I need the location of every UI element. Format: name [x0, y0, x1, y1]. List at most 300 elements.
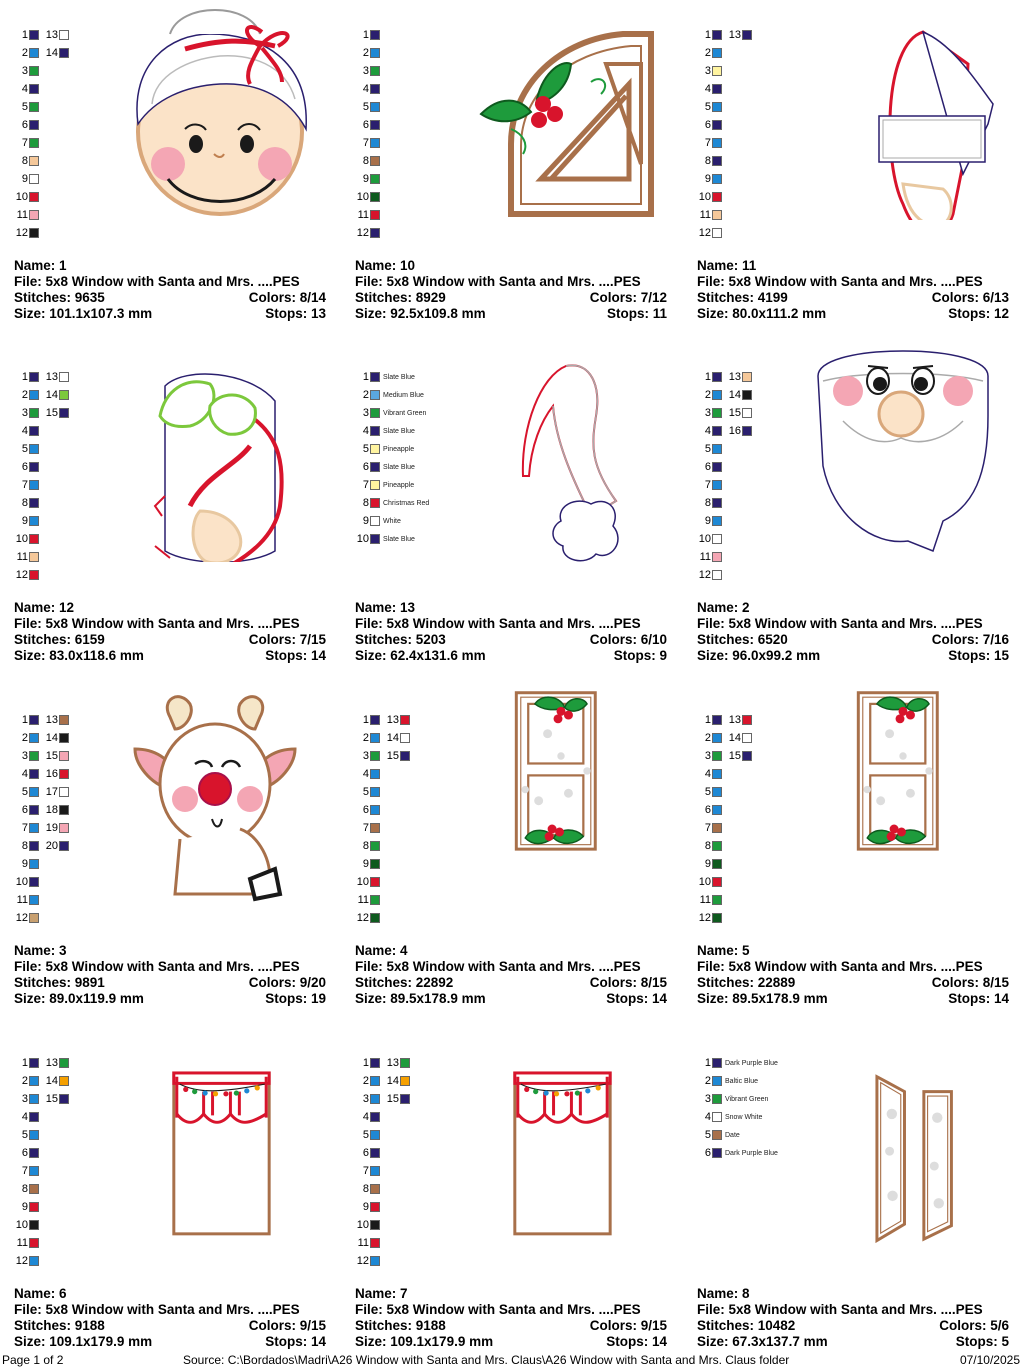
color-swatch-row — [349, 82, 380, 96]
color-chip — [29, 210, 39, 220]
color-chip — [29, 174, 39, 184]
color-swatch-row — [8, 857, 39, 871]
color-chip — [59, 1094, 69, 1104]
santa-hat-tall-preview — [451, 346, 671, 562]
color-number: 5 — [704, 786, 711, 798]
color-swatch-row — [8, 532, 39, 546]
color-swatch-row — [44, 1074, 69, 1088]
color-number: 11 — [357, 1237, 369, 1249]
color-swatch-row — [349, 821, 380, 835]
design-file: File: 5x8 Window with Santa and Mrs. ....PES — [14, 616, 300, 631]
color-swatch-row — [349, 1074, 380, 1088]
color-number: 2 — [704, 47, 711, 59]
color-swatch-row — [8, 821, 39, 835]
color-chip — [370, 859, 380, 869]
color-chip — [742, 751, 752, 761]
color-chip — [29, 823, 39, 833]
color-number: 2 — [21, 732, 28, 744]
color-name: Dark Purple Blue — [725, 1149, 778, 1157]
color-swatch-row — [349, 496, 429, 510]
color-chip — [370, 1184, 380, 1194]
color-number: 8 — [362, 840, 369, 852]
color-swatch-row — [349, 1110, 380, 1124]
color-number: 10 — [15, 1219, 28, 1231]
color-chip — [370, 841, 380, 851]
design-size: Size: 89.0x119.9 mm — [14, 991, 144, 1006]
color-number: 5 — [21, 443, 28, 455]
color-number: 1 — [362, 29, 369, 41]
color-number: 2 — [21, 389, 28, 401]
design-colors: Colors: 8/15 — [931, 975, 1009, 990]
design-stitches: Stitches: 5203 — [355, 632, 446, 647]
color-number: 14 — [45, 47, 58, 59]
color-number: 4 — [21, 1111, 28, 1123]
color-chip — [712, 156, 722, 166]
color-swatch-row — [8, 839, 39, 853]
color-name: Pineapple — [383, 481, 415, 489]
design-stitches: Stitches: 9891 — [14, 975, 105, 990]
color-swatch-row — [44, 46, 69, 60]
color-number: 13 — [386, 1057, 399, 1069]
color-swatch-row — [691, 785, 722, 799]
color-number: 6 — [704, 804, 711, 816]
color-number: 9 — [21, 858, 28, 870]
color-swatch-row — [8, 785, 39, 799]
color-number: 15 — [728, 407, 741, 419]
color-swatch-row — [349, 370, 415, 384]
color-chip — [712, 390, 722, 400]
color-swatch-row — [8, 1056, 39, 1070]
color-chip — [370, 372, 380, 382]
color-chip — [59, 390, 69, 400]
color-number: 1 — [21, 1057, 28, 1069]
color-number: 2 — [21, 47, 28, 59]
color-number: 6 — [362, 461, 369, 473]
design-colors: Colors: 5/6 — [939, 1318, 1009, 1333]
design-file: File: 5x8 Window with Santa and Mrs. ....PES — [355, 274, 641, 289]
color-number: 5 — [362, 101, 369, 113]
color-swatch-row — [691, 82, 722, 96]
color-swatch-row — [727, 370, 752, 384]
color-name: Baltic Blue — [725, 1077, 759, 1085]
design-colors: Colors: 9/20 — [248, 975, 326, 990]
design-file: File: 5x8 Window with Santa and Mrs. ....PES — [355, 616, 641, 631]
color-number: 8 — [362, 497, 369, 509]
color-chip — [712, 715, 722, 725]
color-swatch-row — [8, 1200, 39, 1214]
color-chip — [29, 1148, 39, 1158]
design-name: Name: 6 — [14, 1286, 67, 1301]
color-number: 13 — [728, 371, 741, 383]
design-name: Name: 4 — [355, 943, 408, 958]
color-swatch-row — [8, 172, 39, 186]
design-name: Name: 12 — [14, 600, 75, 615]
color-swatch-row — [349, 1236, 380, 1250]
page-number: Page 1 of 2 — [2, 1353, 64, 1367]
design-file: File: 5x8 Window with Santa and Mrs. ....PES — [697, 959, 983, 974]
color-chip — [29, 48, 39, 58]
window-holly-preview — [451, 689, 671, 905]
design-stops: Stops: 19 — [265, 991, 326, 1006]
color-chip — [29, 534, 39, 544]
color-swatch-row — [691, 64, 722, 78]
color-number: 11 — [357, 209, 369, 221]
design-size: Size: 83.0x118.6 mm — [14, 648, 144, 663]
color-chip — [29, 1058, 39, 1068]
design-stops: Stops: 9 — [613, 648, 667, 663]
color-number: 12 — [698, 569, 711, 581]
color-swatch-row — [44, 767, 69, 781]
color-swatch-row — [349, 1164, 380, 1178]
color-swatch-row — [44, 839, 69, 853]
color-number: 7 — [704, 822, 711, 834]
color-number: 4 — [362, 768, 369, 780]
color-chip — [712, 895, 722, 905]
color-number: 7 — [704, 137, 711, 149]
design-stops: Stops: 12 — [948, 306, 1009, 321]
color-chip — [712, 1148, 722, 1158]
color-chip — [742, 30, 752, 40]
color-number: 14 — [45, 732, 58, 744]
design-file: File: 5x8 Window with Santa and Mrs. ....PES — [14, 959, 300, 974]
color-number: 10 — [15, 191, 28, 203]
color-chip — [59, 841, 69, 851]
design-name: Name: 2 — [697, 600, 750, 615]
color-swatch-row — [349, 64, 380, 78]
color-number: 13 — [728, 29, 741, 41]
design-stops: Stops: 14 — [265, 648, 326, 663]
color-swatch-row — [691, 190, 722, 204]
color-chip — [370, 1256, 380, 1266]
design-info — [697, 943, 1009, 1007]
color-chip — [29, 895, 39, 905]
color-number: 1 — [704, 29, 711, 41]
color-name: White — [383, 517, 401, 525]
color-swatch-row — [8, 28, 39, 42]
color-swatch-row — [8, 118, 39, 132]
design-card — [0, 1028, 341, 1370]
color-swatch-row — [691, 172, 722, 186]
color-number: 12 — [356, 227, 369, 239]
color-chip — [712, 408, 722, 418]
color-swatch-row — [349, 731, 380, 745]
design-stops: Stops: 5 — [955, 1334, 1009, 1349]
color-number: 10 — [698, 876, 711, 888]
color-swatch-row — [44, 1056, 69, 1070]
design-card — [0, 342, 341, 684]
color-number: 3 — [362, 407, 369, 419]
color-chip — [370, 390, 380, 400]
color-chip — [712, 138, 722, 148]
color-swatch-row — [349, 803, 380, 817]
color-chip — [29, 516, 39, 526]
color-chip — [370, 715, 380, 725]
color-swatch-row — [691, 442, 722, 456]
color-number: 8 — [21, 155, 28, 167]
color-swatch-row — [349, 154, 380, 168]
color-chip — [370, 534, 380, 544]
color-number: 7 — [21, 822, 28, 834]
color-swatch-row — [727, 749, 752, 763]
color-swatch-row — [8, 388, 39, 402]
color-chip — [370, 1094, 380, 1104]
color-number: 4 — [704, 768, 711, 780]
color-number: 3 — [362, 750, 369, 762]
color-number: 2 — [704, 1075, 711, 1087]
color-chip — [400, 751, 410, 761]
color-chip — [370, 480, 380, 490]
design-card — [341, 685, 682, 1027]
color-swatch-row — [349, 875, 380, 889]
design-colors: Colors: 8/15 — [589, 975, 667, 990]
color-number: 10 — [356, 533, 369, 545]
color-chip — [712, 1130, 722, 1140]
source-path: Source: C:\Bordados\Madri\A26 Window with Santa and Mrs. Claus\A26 Window with Santa and Mrs. Claus folder — [183, 1353, 790, 1367]
design-file: File: 5x8 Window with Santa and Mrs. ....PES — [697, 616, 983, 631]
color-swatch-row — [349, 46, 380, 60]
color-chip — [29, 1112, 39, 1122]
color-chip — [712, 84, 722, 94]
color-swatch-row — [8, 190, 39, 204]
color-swatch-row — [349, 1056, 380, 1070]
color-chip — [742, 733, 752, 743]
color-chip — [29, 1238, 39, 1248]
color-swatch-row — [44, 388, 69, 402]
color-number: 9 — [21, 515, 28, 527]
color-swatch-row — [8, 64, 39, 78]
design-info — [14, 1286, 326, 1350]
color-number: 9 — [704, 858, 711, 870]
color-chip — [400, 715, 410, 725]
design-stops: Stops: 14 — [948, 991, 1009, 1006]
color-name: Snow White — [725, 1113, 763, 1121]
color-chip — [712, 841, 722, 851]
color-chip — [712, 228, 722, 238]
color-swatch-row — [691, 568, 722, 582]
santa-hat-side-preview — [793, 4, 1013, 220]
color-chip — [712, 480, 722, 490]
color-swatch-row — [8, 46, 39, 60]
window-curtain-preview — [110, 1032, 330, 1248]
design-size: Size: 101.1x107.3 mm — [14, 306, 153, 321]
window-holly-preview — [793, 689, 1013, 905]
color-chip — [400, 733, 410, 743]
design-size: Size: 89.5x178.9 mm — [697, 991, 828, 1006]
design-name: Name: 3 — [14, 943, 67, 958]
color-chip — [29, 769, 39, 779]
color-number: 4 — [704, 83, 711, 95]
color-swatch-row — [385, 731, 410, 745]
design-size: Size: 67.3x137.7 mm — [697, 1334, 828, 1349]
color-number: 4 — [362, 425, 369, 437]
color-number: 3 — [21, 1093, 28, 1105]
design-name: Name: 10 — [355, 258, 416, 273]
color-chip — [370, 516, 380, 526]
color-chip — [712, 462, 722, 472]
color-chip — [712, 913, 722, 923]
color-number: 1 — [704, 714, 711, 726]
color-number: 5 — [704, 101, 711, 113]
color-number: 1 — [362, 714, 369, 726]
color-chip — [29, 30, 39, 40]
color-swatch-row — [8, 731, 39, 745]
color-number: 9 — [362, 858, 369, 870]
color-chip — [742, 426, 752, 436]
color-swatch-row — [8, 154, 39, 168]
color-chip — [712, 570, 722, 580]
color-chip — [29, 1184, 39, 1194]
color-chip — [370, 805, 380, 815]
color-chip — [400, 1076, 410, 1086]
color-number: 1 — [362, 371, 369, 383]
color-chip — [742, 408, 752, 418]
color-chip — [59, 372, 69, 382]
design-info — [355, 1286, 667, 1350]
color-chip — [59, 1058, 69, 1068]
color-chip — [370, 30, 380, 40]
color-number: 12 — [15, 569, 28, 581]
design-name: Name: 5 — [697, 943, 750, 958]
design-card — [0, 685, 341, 1027]
color-name: Slate Blue — [383, 373, 415, 381]
color-number: 11 — [357, 894, 369, 906]
color-chip — [29, 444, 39, 454]
color-swatch-row — [691, 803, 722, 817]
color-number: 11 — [699, 209, 711, 221]
color-chip — [712, 48, 722, 58]
color-chip — [370, 138, 380, 148]
color-swatch-row — [691, 911, 722, 925]
color-swatch-row — [349, 713, 380, 727]
design-size: Size: 109.1x179.9 mm — [14, 1334, 153, 1349]
design-card — [341, 342, 682, 684]
reindeer-preview — [110, 689, 330, 905]
color-chip — [29, 156, 39, 166]
color-swatch-row — [349, 839, 380, 853]
color-number: 12 — [15, 912, 28, 924]
design-info — [355, 258, 667, 322]
color-number: 5 — [21, 101, 28, 113]
color-swatch-row — [385, 1092, 410, 1106]
color-number: 9 — [704, 173, 711, 185]
color-number: 17 — [45, 786, 58, 798]
color-swatch-row — [44, 821, 69, 835]
color-swatch-row — [691, 767, 722, 781]
color-number: 12 — [15, 227, 28, 239]
color-number: 14 — [728, 389, 741, 401]
color-number: 4 — [21, 768, 28, 780]
color-chip — [29, 715, 39, 725]
color-swatch-row — [8, 1254, 39, 1268]
color-number: 6 — [21, 1147, 28, 1159]
design-stops: Stops: 14 — [606, 1334, 667, 1349]
color-swatch-row — [691, 550, 722, 564]
color-number: 2 — [362, 1075, 369, 1087]
color-chip — [370, 787, 380, 797]
design-size: Size: 109.1x179.9 mm — [355, 1334, 494, 1349]
color-swatch-row — [8, 568, 39, 582]
color-number: 8 — [362, 1183, 369, 1195]
color-swatch-row — [385, 713, 410, 727]
color-number: 3 — [362, 1093, 369, 1105]
color-swatch-row — [8, 911, 39, 925]
color-swatch-row — [44, 749, 69, 763]
color-chip — [59, 751, 69, 761]
color-number: 12 — [356, 1255, 369, 1267]
color-swatch-row — [44, 713, 69, 727]
color-number: 5 — [704, 1129, 711, 1141]
window-curtain-preview — [451, 1032, 671, 1248]
color-swatch-row — [8, 893, 39, 907]
color-number: 16 — [728, 425, 741, 437]
color-swatch-row — [349, 28, 380, 42]
window-shutters-preview — [793, 1032, 1013, 1248]
color-chip — [712, 120, 722, 130]
page-footer — [0, 1353, 1024, 1369]
color-chip — [712, 102, 722, 112]
color-chip — [370, 1148, 380, 1158]
color-chip — [29, 913, 39, 923]
color-swatch-row — [349, 767, 380, 781]
design-stitches: Stitches: 6520 — [697, 632, 788, 647]
color-chip — [29, 877, 39, 887]
color-number: 9 — [704, 515, 711, 527]
color-swatch-row — [349, 532, 415, 546]
color-swatch-row — [8, 1182, 39, 1196]
design-stitches: Stitches: 8929 — [355, 290, 446, 305]
color-swatch-row — [44, 731, 69, 745]
color-swatch-row — [349, 460, 415, 474]
color-chip — [29, 859, 39, 869]
design-colors: Colors: 7/15 — [248, 632, 326, 647]
color-swatch-row — [8, 1074, 39, 1088]
color-number: 6 — [21, 804, 28, 816]
color-chip — [370, 408, 380, 418]
color-swatch-row — [691, 1074, 758, 1088]
color-swatch-row — [8, 1164, 39, 1178]
color-number: 3 — [21, 407, 28, 419]
color-swatch-row — [349, 1182, 380, 1196]
color-number: 9 — [362, 1201, 369, 1213]
design-info — [697, 258, 1009, 322]
color-number: 11 — [16, 551, 28, 563]
design-card — [341, 1028, 682, 1370]
color-chip — [712, 769, 722, 779]
color-number: 9 — [362, 173, 369, 185]
mrs-claus-face-preview — [110, 4, 330, 220]
color-swatch-row — [349, 893, 380, 907]
color-number: 14 — [45, 389, 58, 401]
color-chip — [370, 1112, 380, 1122]
color-swatch-row — [349, 1254, 380, 1268]
design-info — [697, 1286, 1009, 1350]
design-stitches: Stitches: 10482 — [697, 1318, 796, 1333]
color-number: 3 — [21, 65, 28, 77]
color-chip — [712, 1094, 722, 1104]
color-number: 12 — [698, 912, 711, 924]
color-number: 3 — [704, 1093, 711, 1105]
color-chip — [29, 426, 39, 436]
color-swatch-row — [8, 767, 39, 781]
color-chip — [712, 1112, 722, 1122]
color-chip — [29, 1166, 39, 1176]
design-file: File: 5x8 Window with Santa and Mrs. ....PES — [355, 1302, 641, 1317]
color-swatch-row — [8, 100, 39, 114]
design-size: Size: 96.0x99.2 mm — [697, 648, 821, 663]
color-name: Dark Purple Blue — [725, 1059, 778, 1067]
color-chip — [712, 426, 722, 436]
design-file: File: 5x8 Window with Santa and Mrs. ....PES — [697, 274, 983, 289]
